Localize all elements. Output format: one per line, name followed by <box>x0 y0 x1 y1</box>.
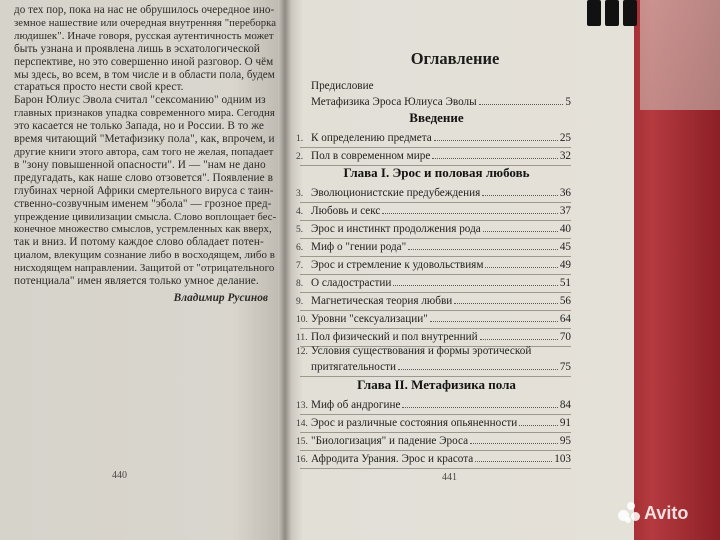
left-page-line: конечное множество смыслов, устремленных как вверх, <box>14 223 272 236</box>
table-of-contents <box>296 78 571 465</box>
toc-entry-text: Глава I. Эрос и половая любовь <box>343 165 530 180</box>
toc-leader-dots <box>434 140 558 141</box>
left-page-line: потенциала" имен является только умное делание. <box>14 275 259 288</box>
toc-entry-number: 14. <box>296 419 308 429</box>
toc-chapter <box>296 108 571 126</box>
toc-leader-dots <box>480 339 558 340</box>
left-page-line: циалом, влекущим сознание либо в восходящем, либо в <box>14 249 275 262</box>
toc-leader-dots <box>408 249 558 250</box>
left-page-line: глубинах черной Африки смертельного вируса с таин- <box>14 184 274 197</box>
toc-entry-text: Предисловие <box>311 80 374 92</box>
toc-entry-text: О сладострастии <box>311 277 392 289</box>
toc-page-number: 25 <box>559 132 571 144</box>
left-page-line: упреждение цивилизации смысла. Слово воплощает бес- <box>14 210 276 223</box>
signature: Владимир Русинов <box>173 291 268 304</box>
binder-clips <box>583 0 638 28</box>
left-page-line: в "зону повышенной опасности". И — "нам не дано <box>14 158 266 171</box>
toc-entry-text: Метафизика Эроса Юлиуса Эволы <box>311 96 477 108</box>
toc-entry <box>296 307 571 325</box>
left-page-line: перспективе, но это совершенно иной разговор. О чём <box>14 55 274 68</box>
toc-leader-dots <box>430 321 558 322</box>
toc-leader-dots <box>479 104 564 105</box>
toc-entry <box>296 126 571 144</box>
toc-entry <box>296 411 571 429</box>
toc-leader-dots <box>398 369 558 370</box>
toc-entry-number: 4. <box>296 207 304 217</box>
toc-leader-dots <box>483 231 558 232</box>
toc-entry-text: К определению предмета <box>311 132 432 144</box>
toc-page-number: 56 <box>559 295 571 307</box>
toc-chapter <box>296 162 571 181</box>
toc-page-number: 95 <box>559 435 571 447</box>
left-page-line: людишек". Иначе говоря, русская аутентичность может <box>14 29 274 42</box>
left-page-line: время читающий "Метафизику пола", как, впрочем, и <box>14 133 275 146</box>
toc-page-number: 40 <box>559 223 571 235</box>
toc-leader-dots <box>470 443 558 444</box>
avito-logo-icon <box>618 502 640 524</box>
toc-entry-number: 16. <box>296 455 308 465</box>
toc-entry <box>296 343 571 357</box>
toc-entry-number: 1. <box>296 134 304 144</box>
toc-entry-text: Пол в современном мире <box>311 150 431 162</box>
left-page-line: Барон Юлиус Эвола считал "сексоманию" одним из <box>14 94 266 107</box>
toc-entry-text: Пол физический и пол внутренний <box>311 331 478 343</box>
toc-entry-text: Уровни "сексуализации" <box>311 313 428 325</box>
toc-page-number: 51 <box>559 277 571 289</box>
toc-page-number: 37 <box>559 205 571 217</box>
toc-leader-dots <box>475 461 552 462</box>
left-page-line: так и вниз. И потому каждое слово обладает потен- <box>14 236 264 249</box>
toc-entry-number: 11. <box>296 333 308 343</box>
toc-leader-dots <box>393 285 557 286</box>
toc-entry-text: Эрос и инстинкт продолжения рода <box>311 223 481 235</box>
left-page-text <box>14 4 276 305</box>
left-page-line: мы здесь, во всем, в том числе и в области пола, будем <box>14 68 275 81</box>
toc-row-rule <box>300 468 571 469</box>
toc-page-number: 75 <box>559 361 571 373</box>
left-page-number: 440 <box>112 470 127 481</box>
toc-leader-dots <box>382 213 557 214</box>
toc-chapter <box>296 373 571 393</box>
left-page-line: это касается не только Запада, но и России. В то же <box>14 120 264 133</box>
toc-entry-number: 10. <box>296 315 308 325</box>
toc-page-number: 5 <box>565 96 571 108</box>
toc-entry <box>296 217 571 235</box>
toc-entry-text: Глава II. Метафизика пола <box>357 377 516 392</box>
toc-leader-dots <box>519 425 558 426</box>
next-page-bleed <box>640 0 720 110</box>
toc-entry-text: Эволюционистские предубеждения <box>311 187 481 199</box>
toc-entry <box>296 199 571 217</box>
toc-entry-number: 12. <box>296 347 308 357</box>
toc-page-number: 70 <box>559 331 571 343</box>
book-gutter <box>278 0 292 540</box>
toc-entry-number: 5. <box>296 225 304 235</box>
left-page-line: до тех пор, пока на нас не обрушилось очередное ино- <box>14 4 275 16</box>
toc-entry <box>296 325 571 343</box>
toc-entry <box>296 181 571 199</box>
toc-entry <box>296 92 571 108</box>
toc-page-number: 32 <box>559 150 571 162</box>
toc-entry <box>296 253 571 271</box>
toc-entry-text: Введение <box>409 110 464 125</box>
left-page-line: предугадать, как наше слово отзовется". Появление в <box>14 171 273 184</box>
toc-page-number: 45 <box>559 241 571 253</box>
toc-entry-number: 8. <box>296 279 304 289</box>
toc-entry-number: 15. <box>296 437 308 447</box>
toc-entry-number: 6. <box>296 243 304 253</box>
toc-entry <box>296 393 571 411</box>
toc-entry <box>296 235 571 253</box>
toc-entry-text: Условия существования и формы эротической <box>311 345 532 357</box>
toc-entry-number: 9. <box>296 297 304 307</box>
toc-entry <box>296 429 571 447</box>
toc-entry <box>296 289 571 307</box>
toc-title: Оглавление <box>410 49 500 68</box>
toc-entry-text: Эрос и стремление к удовольствиям <box>311 259 484 271</box>
left-page-line: другие книги этого автора, сам того не желая, попадает <box>14 145 274 158</box>
left-page-line: стараться просто нести свой крест. <box>14 81 184 94</box>
avito-watermark <box>618 502 688 524</box>
clip-left <box>587 0 601 26</box>
left-page-line: ственно-созвучным именем "эбола" — грозное пред- <box>14 197 272 210</box>
left-page-line: нисходящем направлении. Защитой от "отрицательного <box>14 262 275 275</box>
avito-wordmark: Avito <box>644 502 689 523</box>
toc-page-number: 103 <box>554 453 571 465</box>
toc-leader-dots <box>402 407 557 408</box>
toc-entry-text: Миф об андрогине <box>311 399 401 411</box>
toc-leader-dots <box>485 267 557 268</box>
toc-entry <box>296 447 571 465</box>
toc-leader-dots <box>454 303 558 304</box>
toc-entry-number: 3. <box>296 189 304 199</box>
clip-right <box>623 0 637 26</box>
left-page-line: главных признаков упадка современного мира. Сегодня <box>14 107 275 120</box>
toc-page-number: 91 <box>559 417 571 429</box>
toc-entry <box>296 271 571 289</box>
toc-entry-number: 7. <box>296 261 304 271</box>
left-page-line: земное нашествие или очередная внутренняя "переборка <box>14 16 276 29</box>
toc-entry-text: Эрос и различные состояния опьяненности <box>311 417 518 429</box>
toc-entry-text: "Биологизация" и падение Эроса <box>311 435 469 447</box>
toc-leader-dots <box>482 195 558 196</box>
toc-entry <box>296 78 571 92</box>
toc-entry-text: Любовь и секс <box>311 205 381 217</box>
toc-entry <box>296 357 571 373</box>
clip-middle <box>605 0 619 26</box>
toc-entry-number: 2. <box>296 152 304 162</box>
toc-entry-text: Миф о "гении рода" <box>311 241 407 253</box>
toc-page-number: 64 <box>559 313 571 325</box>
right-page-number: 441 <box>442 472 457 483</box>
toc-page-number: 36 <box>559 187 571 199</box>
toc-entry-text: притягательности <box>311 361 396 373</box>
toc-page-number: 49 <box>559 259 571 271</box>
toc-entry-text: Магнетическая теория любви <box>311 295 453 307</box>
toc-leader-dots <box>432 158 558 159</box>
toc-page-number: 84 <box>559 399 571 411</box>
toc-entry-text: Афродита Урания. Эрос и красота <box>311 453 474 465</box>
toc-entry-number: 13. <box>296 401 308 411</box>
toc-entry <box>296 144 571 162</box>
left-page-line: быть узнана и проявлена лишь в эсхатологической <box>14 42 260 55</box>
